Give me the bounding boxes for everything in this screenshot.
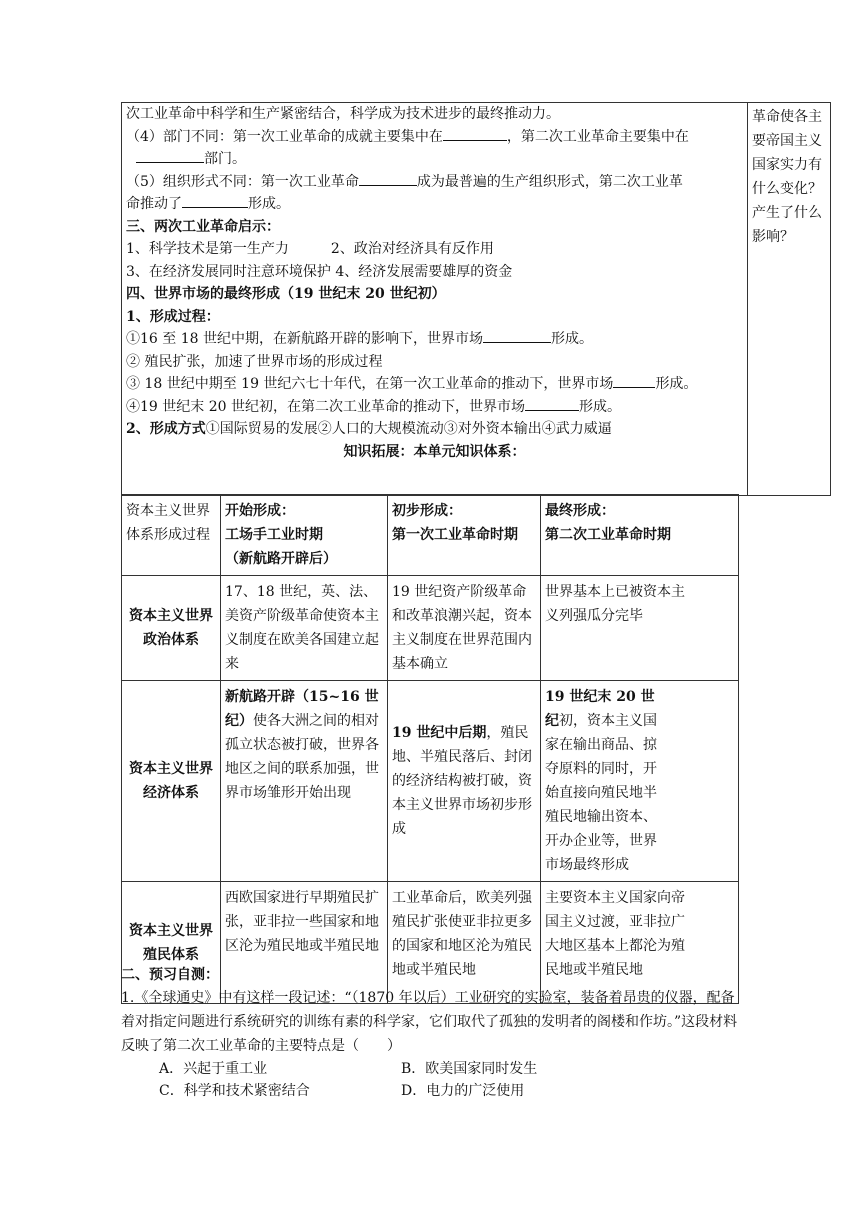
table-cell: 19 世纪中后期，殖民地、半殖民落后、封闭的经济结构被打破，资本主义世界市场初步形成 <box>388 681 541 882</box>
option-a[interactable]: A．兴起于重工业 <box>159 1061 268 1077</box>
table-header-row <box>122 495 739 576</box>
option-d[interactable]: D．电力的广泛使用 <box>401 1083 525 1099</box>
text-line: 命推动了 形成。 <box>126 193 743 216</box>
table-corner-cell: 资本主义世界体系形成过程 <box>122 495 221 576</box>
table-row <box>122 681 739 882</box>
sub-heading: 1、形成过程： <box>126 308 220 325</box>
table-cell: 主要资本主义国家向帝国主义过渡，亚非拉广大地区基本上都沦为殖民地或半殖民地 <box>541 882 739 1004</box>
section-heading: 三、两次工业革命启示： <box>126 218 280 235</box>
fill-blank[interactable] <box>483 328 551 343</box>
section-heading: 四、世界市场的最终形成（19 世纪末 20 世纪初） <box>126 286 446 302</box>
stage-header-start: 开始形成： 工场手工业时期 （新航路开辟后） <box>221 495 388 576</box>
row-label: 资本主义世界殖民体系 <box>122 882 221 1004</box>
table-cell: 世界基本上已被资本主义列强瓜分完毕 <box>541 576 739 681</box>
fill-blank[interactable] <box>613 373 655 388</box>
row-label: 资本主义世界经济体系 <box>122 681 221 882</box>
preview-test-section <box>121 964 741 1102</box>
question-text: 1.《全球通史》中有这样一段记述：“（1870 年以后）工业研究的实验室，装备着昂贵的仪器，配备着对指定问题进行系统研究的训练有素的科学家，它们取代了孤独的发明者的阁楼和作坊。”这段材料反映了第二次工业革命的主要特点是（ ） <box>121 990 738 1054</box>
fill-blank[interactable] <box>443 126 507 141</box>
text-line: 3、在经济发展同时注意环境保护 4、经济发展需要雄厚的资金 <box>126 263 513 280</box>
stage-header-final: 最终形成： 第二次工业革命时期 <box>541 495 739 576</box>
option-b[interactable]: B．欧美国家同时发生 <box>401 1061 538 1077</box>
notes-table <box>121 102 831 496</box>
fill-blank[interactable] <box>182 193 248 208</box>
option-row <box>121 1080 741 1102</box>
main-notes-cell <box>122 103 748 496</box>
text-line: ④19 世纪末 20 世纪初，在第二次工业革命的推动下，世界市场 形成。 <box>126 396 743 419</box>
table-cell: 17、18 世纪，英、法、美资产阶级革命使资本主义制度在欧美各国建立起来 <box>221 576 388 681</box>
text-line: 部门。 <box>126 148 743 171</box>
option-row <box>121 1058 741 1080</box>
text-line: 次工业革命中科学和生产紧密结合，科学成为技术进步的最终推动力。 <box>126 106 560 122</box>
section-heading: 二、预习自测： <box>121 967 219 983</box>
table-cell: 工业革命后，欧美列强殖民扩张使亚非拉更多的国家和地区沦为殖民地或半殖民地 <box>388 882 541 1004</box>
side-question-cell: 革命使各主要帝国主义国家实力有什么变化？产生了什么影响？ <box>748 103 831 496</box>
text-line: （4）部门不同：第一次工业革命的成就主要集中在 ，第二次工业革命主要集中在 <box>126 126 743 149</box>
fill-blank[interactable] <box>136 148 204 163</box>
knowledge-system-table <box>121 494 739 1004</box>
text-line: 2、形成方式①国际贸易的发展②人口的大规模流动③对外资本输出④武力威逼 <box>126 421 612 437</box>
table-cell: 新航路开辟（15~16 世纪）使各大洲之间的相对孤立状态被打破，世界各地区之间的联系加强，世界市场雏形开始出现 <box>221 681 388 882</box>
table-row <box>122 576 739 681</box>
fill-blank[interactable] <box>359 171 417 186</box>
text-line: ② 殖民扩张，加速了世界市场的形成过程 <box>126 353 383 370</box>
option-c[interactable]: C．科学和技术紧密结合 <box>159 1083 310 1099</box>
text-line: 1、科学技术是第一生产力 2、政治对经济具有反作用 <box>126 241 494 257</box>
text-line: ①16 至 18 世纪中期，在新航路开辟的影响下，世界市场 形成。 <box>126 328 743 351</box>
fill-blank[interactable] <box>525 396 579 411</box>
table-cell: 19 世纪末 20 世纪初，资本主义国家在输出商品、掠夺原料的同时，开始直接向殖民地半殖民地输出资本、开办企业等，世界市场最终形成 <box>541 681 739 882</box>
stage-header-initial: 初步形成： 第一次工业革命时期 <box>388 495 541 576</box>
row-label: 资本主义世界政治体系 <box>122 576 221 681</box>
text-line: （5）组织形式不同：第一次工业革命 成为最普遍的生产组织形式，第二次工业革 <box>126 171 743 194</box>
extension-heading: 知识拓展：本单元知识体系： <box>343 443 526 460</box>
text-line: ③ 18 世纪中期至 19 世纪六七十年代，在第一次工业革命的推动下，世界市场 形成。 <box>126 373 743 396</box>
table-cell: 西欧国家进行早期殖民扩张，亚非拉一些国家和地区沦为殖民地或半殖民地 <box>221 882 388 1004</box>
table-cell: 19 世纪资产阶级革命和改革浪潮兴起，资本主义制度在世界范围内基本确立 <box>388 576 541 681</box>
